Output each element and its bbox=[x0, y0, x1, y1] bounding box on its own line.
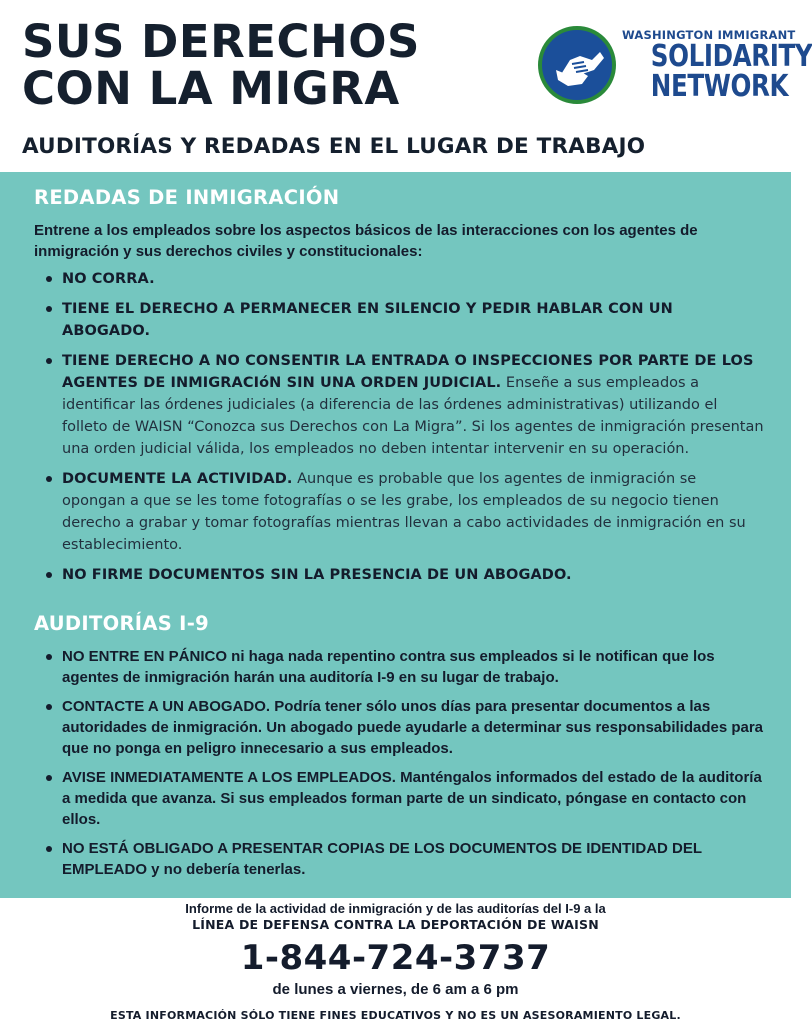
audits-item-text: NO ESTÁ OBLIGADO A PRESENTAR COPIAS DE LOS DOCUMENTOS DE IDENTIDAD DEL EMPLEADO y no debería tenerlas. bbox=[62, 840, 702, 878]
legal-disclaimer: ESTA INFORMACIÓN SÓLO TIENE FINES EDUCATIVOS Y NO ES UN ASESORAMIENTO LEGAL. bbox=[110, 1009, 681, 1022]
raids-section-title: REDADAS DE INMIGRACIÓN bbox=[34, 186, 340, 209]
audits-item bbox=[34, 696, 764, 759]
raids-item bbox=[34, 564, 764, 586]
audits-item-text: NO ENTRE EN PÁNICO ni haga nada repentino contra sus empleados si le notifican que los agentes de inmigración harán una auditoría I-9 en su lugar de trabajo. bbox=[62, 648, 715, 686]
bullet bbox=[46, 358, 52, 364]
bullet bbox=[46, 572, 52, 578]
raids-intro: Entrene a los empleados sobre los aspectos básicos de las interacciones con los agentes de inmigración y sus derechos civiles y constitucionales: bbox=[34, 222, 698, 260]
page-title bbox=[22, 15, 420, 115]
raids-item-bold: DOCUMENTE LA ACTIVIDAD. bbox=[62, 471, 293, 487]
hotline-hours: de lunes a viernes, de 6 am a 6 pm bbox=[272, 981, 519, 998]
raids-item bbox=[34, 298, 764, 342]
audits-list bbox=[34, 646, 764, 888]
footer-line-1: Informe de la actividad de inmigración y de las auditorías del I-9 a la bbox=[185, 901, 606, 916]
audits-item bbox=[34, 838, 764, 880]
audits-section-title: AUDITORÍAS I-9 bbox=[34, 612, 209, 635]
raids-item-bold: NO FIRME DOCUMENTOS SIN LA PRESENCIA DE UN ABOGADO. bbox=[62, 567, 572, 583]
bullet bbox=[46, 654, 52, 660]
logo-text bbox=[622, 28, 812, 104]
raids-item-text: Enseñe a sus empleados a identificar las órdenes judiciales (a diferencia de las órdenes administrativas) utilizando el folleto de WAISN “Conozca sus Derechos con La Migra”. Si los agentes de inmigración presentan una orden judicial válida, los empleados no deben intentar intervenir en su operación. bbox=[62, 375, 764, 457]
audits-item-text: AVISE INMEDIATAMENTE A LOS EMPLEADOS. Manténgalos informados del estado de la auditoría a medida que avanza. Si sus empleados forman parte de un sindicato, póngase en contacto con ellos. bbox=[62, 769, 762, 828]
logo-line-1: WASHINGTON IMMIGRANT bbox=[622, 28, 796, 42]
raids-item-bold: NO CORRA. bbox=[62, 271, 155, 287]
clasped-hands-icon bbox=[538, 26, 616, 104]
header bbox=[0, 0, 812, 172]
logo-line-2: SOLIDARITY bbox=[650, 39, 812, 74]
waisn-logo bbox=[536, 26, 812, 116]
raids-item bbox=[34, 468, 764, 556]
bullet bbox=[46, 476, 52, 482]
audits-item bbox=[34, 646, 764, 688]
audits-item bbox=[34, 767, 764, 830]
raids-item-bold: TIENE EL DERECHO A PERMANECER EN SILENCIO Y PEDIR HABLAR CON UN ABOGADO. bbox=[62, 301, 673, 339]
footer-line-2: LÍNEA DE DEFENSA CONTRA LA DEPORTACIÓN DE WAISN bbox=[192, 917, 599, 932]
logo-line-3: NETWORK bbox=[650, 69, 789, 104]
bullet bbox=[46, 846, 52, 852]
title-line-1: SUS DERECHOS bbox=[22, 15, 420, 68]
content-panel bbox=[0, 172, 791, 898]
raids-item-bold: TIENE DERECHO A NO CONSENTIR LA ENTRADA O INSPECCIONES POR PARTE DE LOS AGENTES DE INMIGRACIóN SIN UNA ORDEN JUDICIAL. bbox=[62, 353, 754, 391]
bullet bbox=[46, 775, 52, 781]
footer bbox=[0, 898, 791, 1024]
bullet bbox=[46, 306, 52, 312]
bullet bbox=[46, 276, 52, 282]
hotline-phone-number: 1-844-724-3737 bbox=[240, 938, 551, 978]
raids-list bbox=[34, 268, 764, 594]
raids-item bbox=[34, 350, 764, 460]
audits-item-text: CONTACTE A UN ABOGADO. Podría tener sólo unos días para presentar documentos a las autoridades de inmigración. Un abogado puede ayudarle a determinar sus responsabilidades para que no ponga en peligro innecesario a sus empleados. bbox=[62, 698, 764, 757]
raids-item bbox=[34, 268, 764, 290]
title-line-2: CON LA MIGRA bbox=[22, 62, 400, 115]
bullet bbox=[46, 704, 52, 710]
page-subtitle: AUDITORÍAS Y REDADAS EN EL LUGAR DE TRABAJO bbox=[22, 134, 646, 159]
raids-item-text: Aunque es probable que los agentes de inmigración se opongan a que se les tome fotografías o se les grabe, los empleados de su negocio tienen derecho a grabar y tomar fotografías mientras llevan a cabo actividades de inmigración en su establecimiento. bbox=[62, 471, 746, 553]
